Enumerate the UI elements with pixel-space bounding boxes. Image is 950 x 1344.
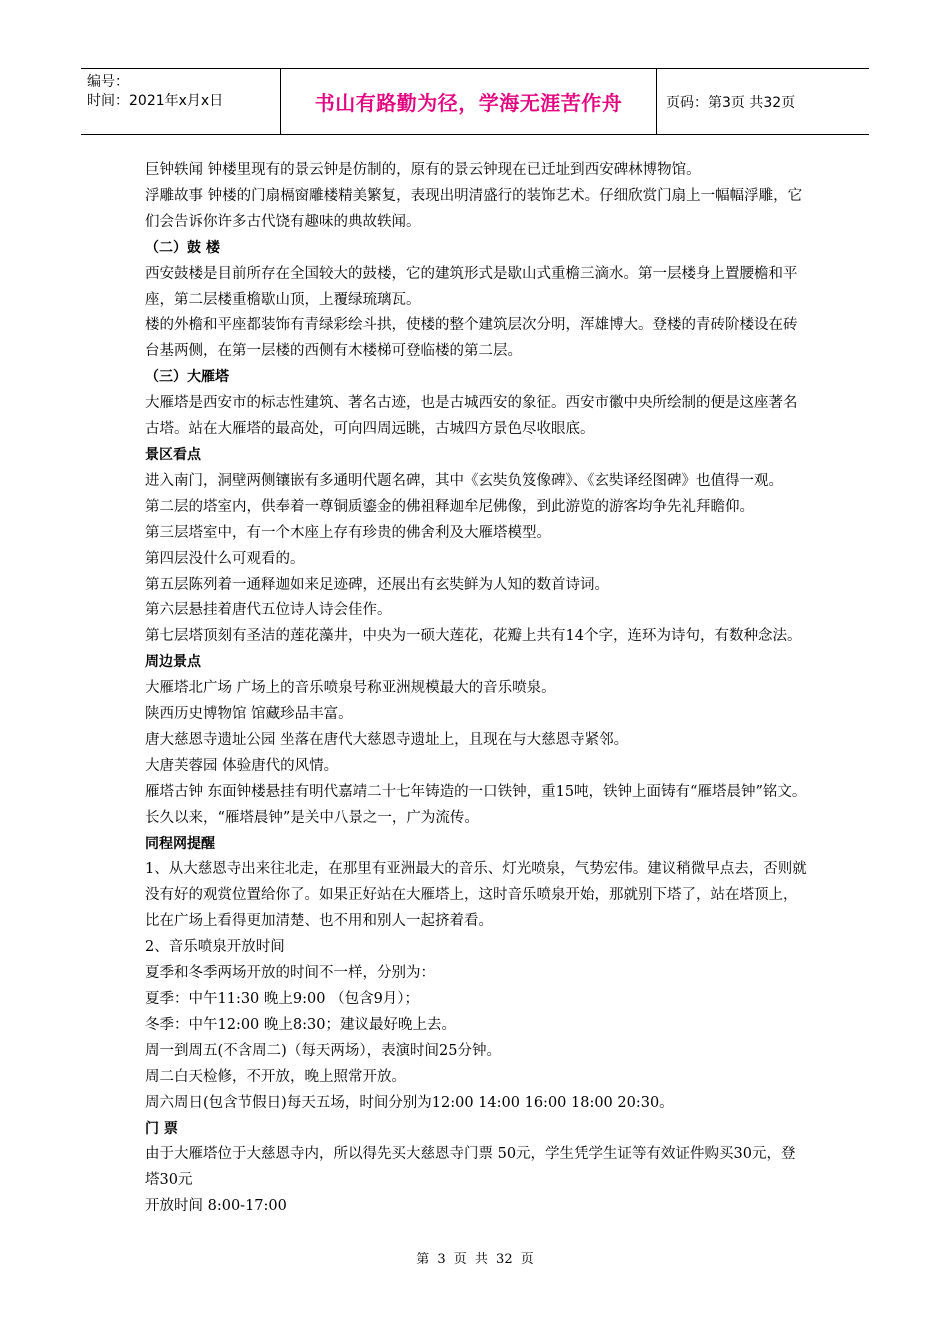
body-paragraph: 周二白天检修，不开放，晚上照常开放。 [145,1068,406,1085]
body-paragraph: 1、从大慈恩寺出来往北走，在那里有亚洲最大的音乐、灯光喷泉，气势宏伟。建议稍微早点去，否则就没有好的观赏位置给你了。如果正好站在大雁塔上，这时音乐喷泉开始，那就别下塔了，站在塔顶上，比在广场上看得更加清楚、也不用和别人一起挤着看。 [145,861,807,930]
section-heading: （三）大雁塔 [145,369,229,386]
body-paragraph: 周一到周五(不含周二)（每天两场），表演时间25分钟。 [145,1042,502,1059]
body-paragraph: 第五层陈列着一通释迦如来足迹碑，还展出有玄奘鲜为人知的数首诗词。 [145,576,609,593]
body-paragraph: 2、音乐喷泉开放时间 [145,939,285,956]
body-paragraph: 夏季：中午11:30 晚上9:00 （包含9月）； [145,991,420,1007]
header-motto: 书山有路勤为径，学海无涯苦作舟 [281,69,657,134]
body-paragraph: 巨钟轶闻 钟楼里现有的景云钟是仿制的，原有的景云钟现在已迁址到西安碑林博物馆。 [145,162,701,178]
body-paragraph: 第六层悬挂着唐代五位诗人诗会佳作。 [145,602,392,619]
serial-number-label: 编号： [87,74,129,90]
body-paragraph: 大雁塔北广场 广场上的音乐喷泉号称亚洲规模最大的音乐喷泉。 [145,680,556,697]
body-paragraph: 西安鼓楼是目前所存在全国较大的鼓楼，它的建筑形式是歇山式重檐三滴水。第一层楼身上置腰檐和平座，第二层楼重檐歇山顶，上覆绿琉璃瓦。 [145,265,798,308]
body-paragraph: 进入南门，洞壁两侧镶嵌有多通明代题名碑，其中《玄奘负笈像碑》、《玄奘译经图碑》也值得一观。 [145,472,783,489]
body-paragraph: 由于大雁塔位于大慈恩寺内，所以得先买大慈恩寺门票 50元，学生凭学生证等有效证件购买30元，登塔30元 [145,1146,796,1189]
body-paragraph: 楼的外檐和平座都装饰有青绿彩绘斗拱，使楼的整个建筑层次分明，浑雄博大。登楼的青砖阶楼设在砖台基两侧，在第一层楼的西侧有木楼梯可登临楼的第二层。 [145,317,798,360]
section-heading: 周边景点 [145,654,201,671]
body-paragraph: 冬季：中午12:00 晚上8:30；建议最好晚上去。 [145,1016,456,1033]
body-paragraph: 浮雕故事 钟楼的门扇槅窗雕楼精美繁复，表现出明清盛行的装饰艺术。仔细欣赏门扇上一幅幅浮雕，它们会告诉你许多古代饶有趣味的典故轶闻。 [145,187,803,230]
document-body [145,158,807,1220]
document-header [81,68,869,135]
header-page-info: 页码：第3页 共32页 [666,94,796,111]
body-paragraph: 大唐芙蓉园 体验唐代的风情。 [145,757,339,774]
body-paragraph: 夏季和冬季两场开放的时间不一样，分别为： [145,965,435,982]
body-paragraph: 唐大慈恩寺遗址公园 坐落在唐代大慈恩寺遗址上，且现在与大慈恩寺紧邻。 [145,731,629,748]
page-footer: 第 3 页 共 32 页 [416,1252,534,1267]
header-meta-cell [81,69,281,134]
body-paragraph: 第三层塔室中，有一个木座上存有珍贵的佛舍利及大雁塔模型。 [145,524,551,541]
section-heading: 景区看点 [145,446,201,463]
body-paragraph: 第七层塔顶刻有圣洁的莲花藻井，中央为一硕大莲花，花瓣上共有14个字，连环为诗句，有数种念法。 [145,628,802,645]
body-paragraph: 大雁塔是西安市的标志性建筑、著名古迹，也是古城西安的象征。西安市徽中央所绘制的便是这座著名古塔。站在大雁塔的最高处，可向四周远眺，古城四方景色尽收眼底。 [145,395,798,438]
section-heading: 同程网提醒 [145,835,215,852]
section-heading: （二）鼓 楼 [145,239,220,256]
section-heading: 门 票 [145,1120,178,1137]
body-paragraph: 第二层的塔室内，供奉着一尊铜质鎏金的佛祖释迦牟尼佛像，到此游览的游客均争先礼拜瞻仰。 [145,498,754,515]
body-paragraph: 第四层没什么可观看的。 [145,550,305,567]
body-paragraph: 周六周日(包含节假日)每天五场，时间分别为12:00 14:00 16:00 18:00 20:30。 [145,1094,674,1111]
body-paragraph: 陕西历史博物馆 馆藏珍品丰富。 [145,706,353,723]
body-paragraph: 开放时间 8:00-17:00 [145,1198,287,1215]
date-label: 时间：2021年x月x日 [87,93,224,109]
body-paragraph: 雁塔古钟 东面钟楼悬挂有明代嘉靖二十七年铸造的一口铁钟，重15吨，铁钟上面铸有“雁塔晨钟”铭文。长久以来，“雁塔晨钟”是关中八景之一，广为流传。 [145,783,807,826]
